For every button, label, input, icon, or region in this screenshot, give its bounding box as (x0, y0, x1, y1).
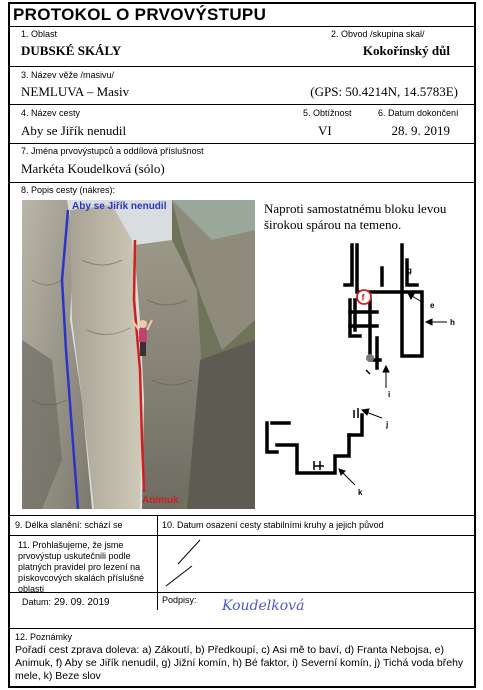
row-divider (8, 628, 476, 629)
signature: Koudelková (222, 598, 305, 614)
route-photo (22, 200, 255, 509)
notes-text: Pořadí cest zprava doleva: a) Zákoutí, b) Předkoupí, c) Asi mě to baví, d) Franta Nebojsa, e) Animuk, f) Aby se Jiřík nenudil, g) Jižní komín, h) Bé faktor, i) Severní komín, j) Tichá voda břehy mele, k) Beze slov (15, 644, 464, 682)
diagram-label-i: i (388, 390, 391, 399)
row-divider (8, 182, 476, 183)
marker-f-label: f (361, 292, 365, 303)
blue-route-label: Aby se Jiřík nenudil (72, 201, 167, 212)
diagram-label-g: g (407, 266, 412, 275)
signatures-label: Podpisy: (162, 595, 197, 605)
diagram-label-j: j (386, 420, 389, 429)
description-text: Naproti samostatnému bloku levou širokou spárou na temeno. (264, 201, 447, 232)
area-value: DUBSKÉ SKÁLY (21, 43, 122, 58)
route-label: 4. Název cesty (21, 108, 81, 118)
topo-sketch (262, 240, 470, 502)
date-label: 6. Datum dokončení (378, 108, 459, 118)
description-label: 8. Popis cesty (nákres): (21, 185, 116, 195)
empty-field-strikes (158, 536, 476, 592)
row-divider (8, 592, 476, 593)
row-divider (8, 26, 476, 27)
route-value: Aby se Jiřík nenudil (21, 123, 127, 138)
topo-diagram (262, 240, 470, 502)
grade-value: VI (318, 123, 332, 138)
diagram-label-k: k (358, 488, 363, 497)
diagram-label-e: e (430, 301, 435, 310)
descent-label: 9. Délka slanění: schází se (15, 520, 123, 530)
notes-label: 12. Poznámky (15, 632, 73, 642)
row-divider (8, 515, 476, 516)
anchors-label: 10. Datum osazení cesty stabilními kruhy a jejich původ (162, 520, 384, 530)
grade-label: 5. Obtížnost (303, 108, 352, 118)
tower-label: 3. Název věže /masivu/ (21, 70, 115, 80)
gps-value: (GPS: 50.4214N, 14.5783E) (310, 84, 458, 99)
climbers-label: 7. Jména prvovýstupců a oddílová příslušnost (21, 146, 204, 156)
rock-photo-illustration (22, 200, 255, 509)
declaration-label: 11. Prohlašujeme, že jsme prvovýstup uskutečnili podle platných pravidel pro lezení na pískovcových skalách příslušné oblasti (18, 540, 145, 594)
date-value: 28. 9. 2019 (391, 123, 450, 138)
diagram-label-h: h (450, 318, 455, 327)
tower-value: NEMLUVA – Masiv (21, 84, 130, 99)
row-divider (8, 143, 476, 144)
red-route-label: Animuk (142, 495, 179, 506)
row-divider (8, 104, 476, 105)
form-title: PROTOKOL O PRVOVÝSTUPU (13, 5, 267, 24)
area-label: 1. Oblast (21, 29, 58, 39)
district-value: Kokořínský důl (362, 43, 450, 58)
climbers-value: Markéta Koudelková (sólo) (21, 161, 165, 176)
row-divider (8, 66, 476, 67)
sign-date-value: 29. 09. 2019 (54, 597, 110, 608)
district-label: 2. Obvod /skupina skal/ (331, 29, 425, 39)
sign-date-label: Datum: (22, 597, 52, 607)
